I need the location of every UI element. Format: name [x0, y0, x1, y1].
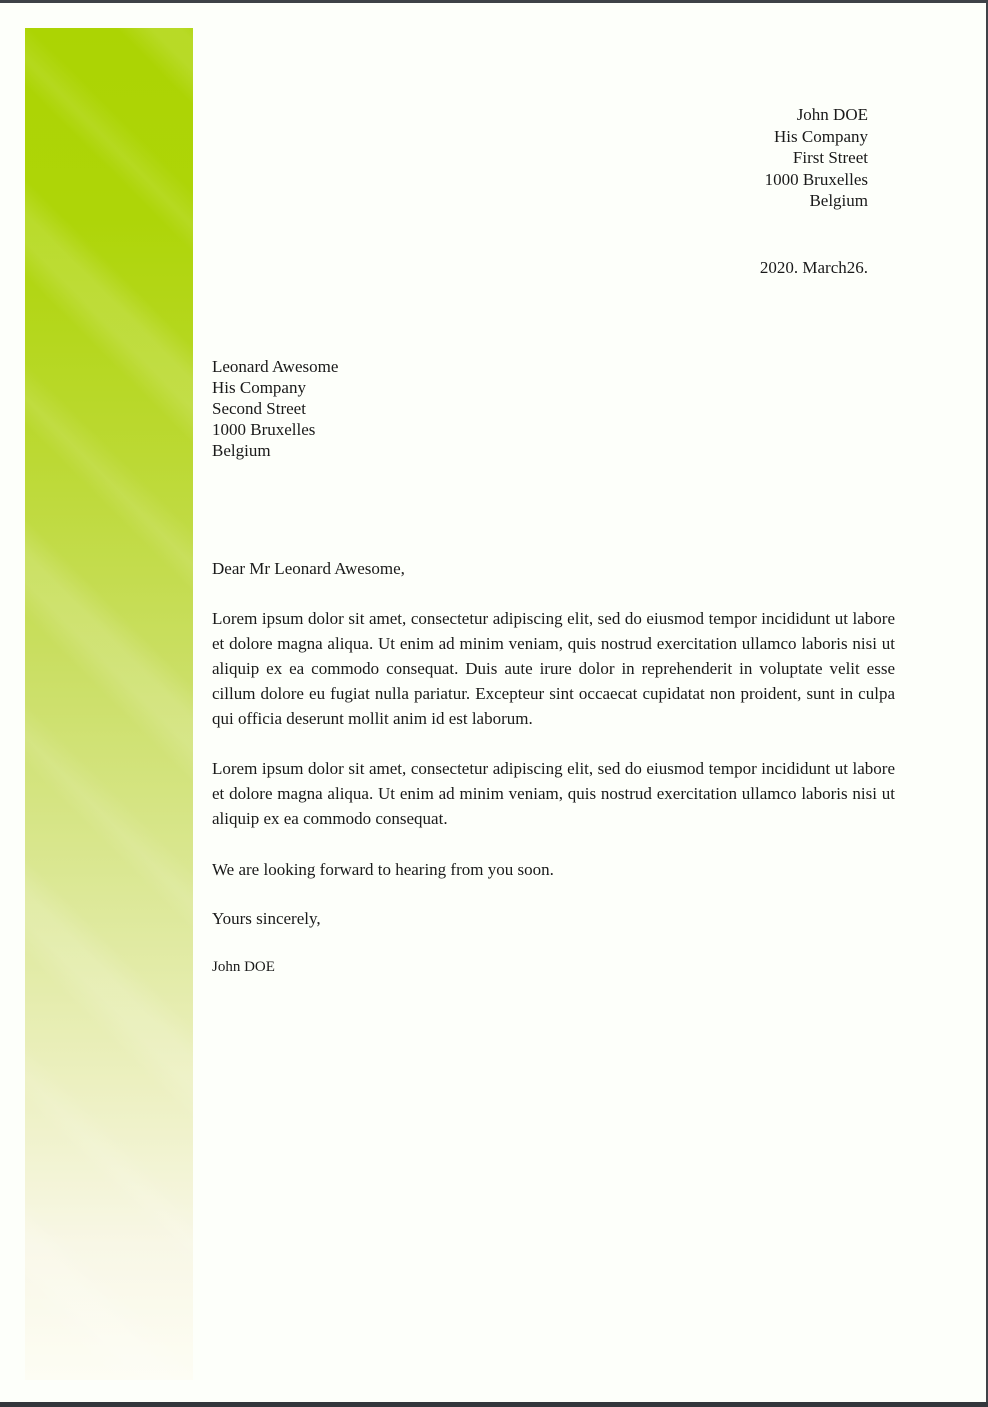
- sender-country: Belgium: [809, 191, 868, 210]
- closing-line: We are looking forward to hearing from you soon.: [212, 860, 554, 879]
- page-bottom-edge: [0, 1402, 988, 1407]
- page-top-edge: [0, 0, 988, 3]
- sender-company: His Company: [774, 126, 868, 146]
- valediction: Yours sincerely,: [212, 909, 321, 928]
- recipient-company: His Company: [212, 378, 306, 397]
- recipient-city: 1000 Bruxelles: [212, 420, 316, 439]
- sender-street: First Street: [792, 148, 868, 167]
- sender-name: John DOE: [796, 105, 868, 124]
- salutation: Dear Mr Leonard Awesome,: [212, 559, 405, 578]
- letter-date: 2020. March26.: [759, 258, 868, 277]
- recipient-name: Leonard Awesome: [212, 357, 339, 376]
- body-paragraph-1: Lorem ipsum dolor sit amet, consectetur adipiscing elit, sed do eiusmod tempor incididunt ut labore et dolore magna aliqua. Ut enim ad minim veniam, quis nostrud exercitation ullamco laboris nisi ut aliquip ex ea commodo consequat. Duis aute irure dolor in reprehenderit in voluptate velit esse cillum dolore eu fugiat nulla pariatur. Excepteur sint occaecat cupidatat non proident, sunt in culpa qui officia deserunt mollit anim id est laborum.: [212, 609, 895, 728]
- body-paragraph-2: Lorem ipsum dolor sit amet, consectetur adipiscing elit, sed do eiusmod tempor incididunt ut labore et dolore magna aliqua. Ut enim ad minim veniam, quis nostrud exercitation ullamco laboris nisi ut aliquip ex ea commodo consequat.: [212, 759, 895, 828]
- recipient-address-block: [212, 356, 338, 461]
- recipient-country: Belgium: [212, 441, 271, 460]
- signature-name: John DOE: [212, 959, 275, 975]
- green-gradient-stripe: [25, 28, 193, 1380]
- sender-address-block: [765, 104, 868, 212]
- letter-body: [212, 556, 895, 980]
- recipient-street: Second Street: [212, 399, 306, 418]
- sender-city: 1000 Bruxelles: [764, 169, 868, 189]
